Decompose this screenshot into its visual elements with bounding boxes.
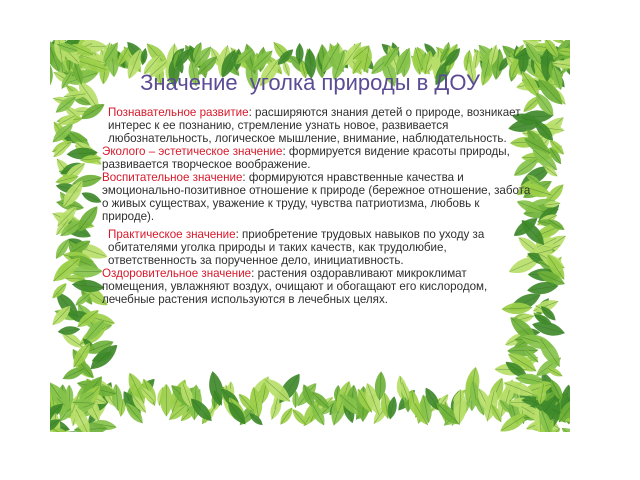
paragraph-aesthetic xyxy=(102,145,534,171)
paragraph-practical xyxy=(102,228,534,267)
paragraph-health xyxy=(102,267,534,306)
term-educational: Воспитательное значение xyxy=(102,171,243,184)
leaf-icon xyxy=(558,423,570,432)
leaf-icon xyxy=(57,325,80,336)
slide-body xyxy=(102,106,534,306)
text-cognitive: : расширяются знания детей о природе, возникает интерес к ее познанию, стремление узнать новое, развивается любознательность, логическое мышление, внимание, наблюдательность. xyxy=(108,106,521,145)
term-aesthetic: Эколого – эстетическое значение xyxy=(102,145,283,158)
paragraph-educational xyxy=(102,171,534,223)
term-practical: Практическое значение xyxy=(108,228,236,241)
text-practical: : приобретение трудовых навыков по уходу за обитателями уголка природы и таких качеств, как трудолюбие, ответственность за порученное дело, инициативность. xyxy=(108,228,485,267)
slide xyxy=(50,40,570,432)
term-health: Оздоровительное значение xyxy=(102,267,252,280)
slide-title: Значение уголка природы в ДОУ xyxy=(140,70,480,95)
text-aesthetic: : формируется видение красоты природы, развивается творческое воображение. xyxy=(102,145,510,171)
text-health: : растения оздоравливают микроклимат помещения, увлажняют воздух, очищают и обогащают его кислородом, лечебные растения используются в лечебных целях. xyxy=(102,267,488,306)
text-educational: : формируются нравственные качества и эмоционально-позитивное отношение к природе (бережное отношение, забота о живых существах, уважение к труду, чувства патриотизма, любовь к природе). xyxy=(102,171,531,223)
term-cognitive: Познавательное развитие xyxy=(108,106,249,119)
paragraph-cognitive xyxy=(102,106,534,145)
leaf-icon xyxy=(80,189,103,205)
